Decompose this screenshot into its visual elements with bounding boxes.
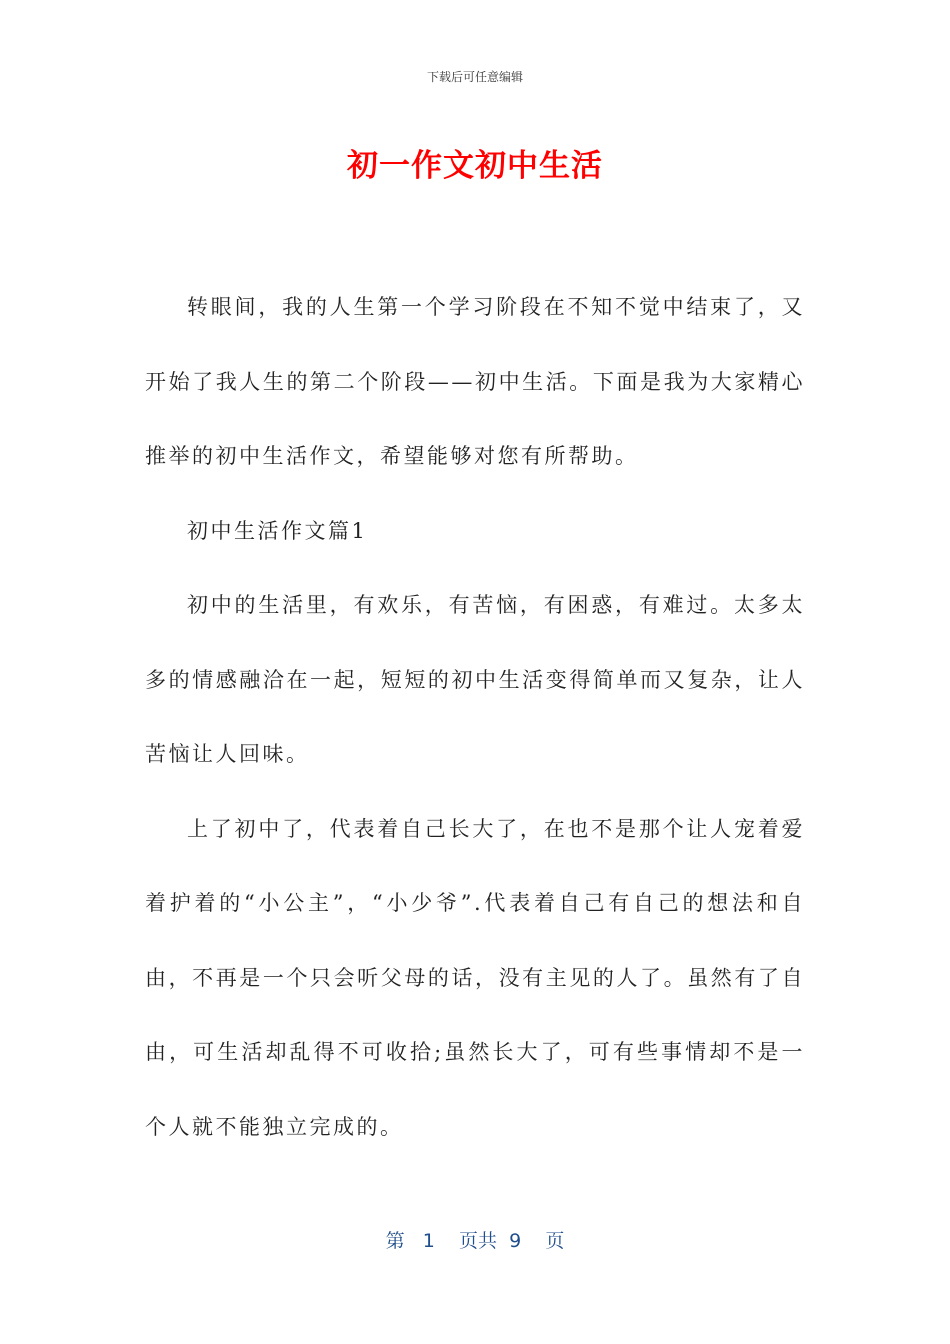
footer-prefix: 第 [385,1230,405,1252]
footer-current-page: 1 [422,1230,435,1252]
paragraph-body: 上了初中了，代表着自己长大了，在也不是那个让人宠着爱着护着的“小公主”，“小少爷”.代表着自己有自己的想法和自由，不再是一个只会听父母的话，没有主见的人了。虽然有了自由，可生活却乱得不可收拾;虽然长大了，可有些事情却不是一个人就不能独立完成的。 [145,816,805,1139]
section-heading: 初中生活作文篇1 [187,518,368,543]
paragraph-intro: 转眼间，我的人生第一个学习阶段在不知不觉中结束了，又开始了我人生的第二个阶段——初中生活。下面是我为大家精心推举的初中生活作文，希望能够对您有所帮助。 [145,295,805,468]
page-footer [0,1226,950,1253]
header-note: 下载后可任意编辑 [426,70,523,84]
footer-middle: 页共 [459,1230,498,1252]
paragraph-body: 初中的生活里，有欢乐，有苦恼，有困惑，有难过。太多太多的情感融洽在一起，短短的初中生活变得简单而又复杂，让人苦恼让人回味。 [145,593,805,766]
footer-suffix: 页 [545,1230,565,1252]
document-title: 初一作文初中生活 [347,148,603,184]
footer-total-pages: 9 [509,1230,522,1252]
document-body [145,270,805,1164]
